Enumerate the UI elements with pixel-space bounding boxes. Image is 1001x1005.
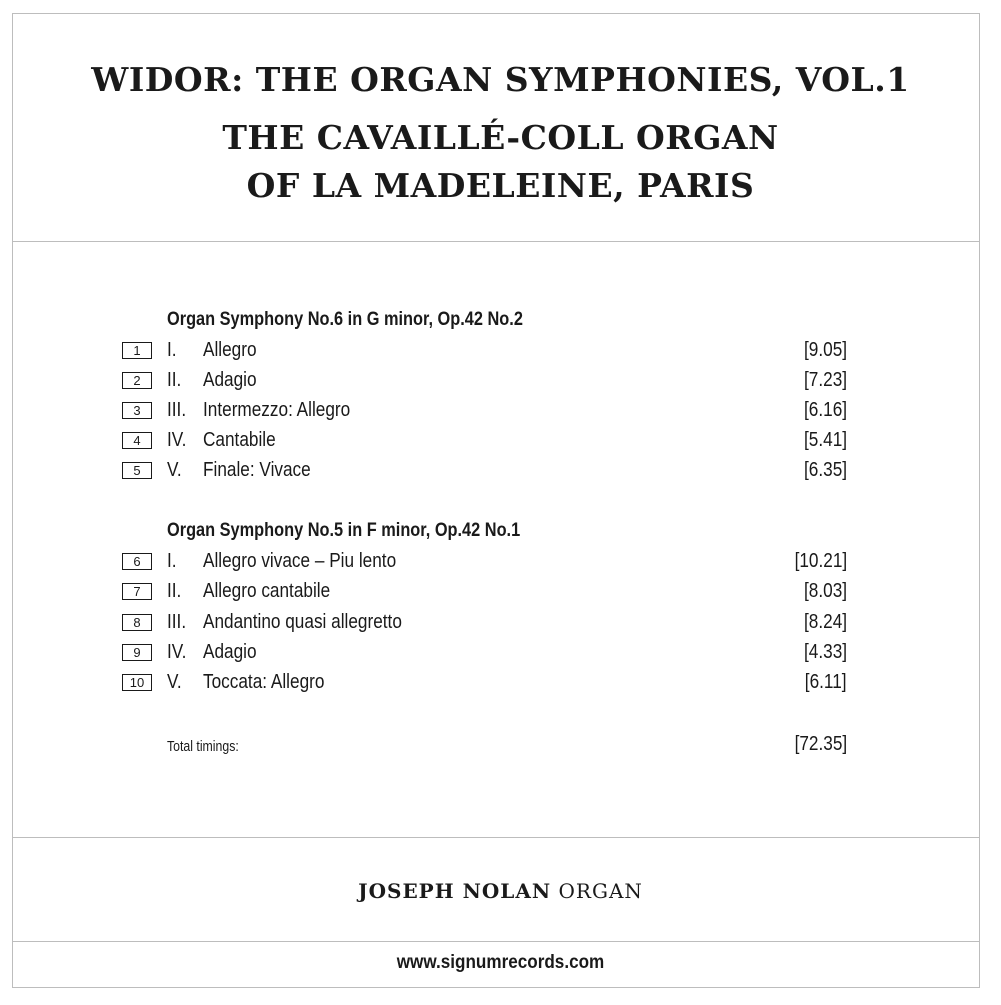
movement-numeral: III. xyxy=(167,399,187,421)
movement-title: Toccata: Allegro xyxy=(203,671,325,693)
movement-title: Adagio xyxy=(203,641,257,663)
movement-numeral: V. xyxy=(167,671,182,693)
movement-title: Allegro vivace – Piu lento xyxy=(203,550,397,572)
track-duration: [9.05] xyxy=(803,339,847,361)
movement-title: Allegro xyxy=(203,339,257,361)
movement-title: Intermezzo: Allegro xyxy=(203,399,351,421)
track-row xyxy=(0,671,1001,697)
movement-numeral: IV. xyxy=(167,641,187,663)
movement-numeral: II. xyxy=(167,580,182,602)
track-row xyxy=(0,580,1001,606)
work-title: Organ Symphony No.5 in F minor, Op.42 No.1 xyxy=(167,520,521,541)
track-row xyxy=(0,641,1001,667)
track-number: 10 xyxy=(122,674,152,691)
track-number: 5 xyxy=(122,462,152,479)
movement-numeral: V. xyxy=(167,459,182,481)
work-title: Organ Symphony No.6 in G minor, Op.42 No.2 xyxy=(167,309,523,330)
track-duration: [6.11] xyxy=(805,671,847,693)
movement-title: Finale: Vivace xyxy=(203,459,311,481)
track-row xyxy=(0,399,1001,425)
website-url: www.signumrecords.com xyxy=(396,952,605,973)
movement-title: Cantabile xyxy=(203,429,276,451)
title-line-3: OF LA MADELEINE, PARIS xyxy=(246,166,755,205)
track-duration: [6.16] xyxy=(803,399,847,421)
track-number: 9 xyxy=(122,644,152,661)
track-number: 2 xyxy=(122,372,152,389)
track-duration: [6.35] xyxy=(803,459,847,481)
track-duration: [8.03] xyxy=(803,580,847,602)
movement-title: Adagio xyxy=(203,369,257,391)
track-duration: [10.21] xyxy=(794,550,847,572)
track-row xyxy=(0,550,1001,576)
track-number: 4 xyxy=(122,432,152,449)
track-duration: [7.23] xyxy=(803,369,847,391)
title-line-1: WIDOR: THE ORGAN SYMPHONIES, VOL.1 xyxy=(91,60,910,99)
performer-role: ORGAN xyxy=(558,879,643,903)
track-duration: [5.41] xyxy=(803,429,847,451)
track-row xyxy=(0,369,1001,395)
performer-credit xyxy=(0,879,1001,903)
track-number: 1 xyxy=(122,342,152,359)
total-timings-label: Total timings: xyxy=(167,738,239,755)
track-number: 8 xyxy=(122,614,152,631)
movement-numeral: III. xyxy=(167,611,187,633)
total-timings-value: [72.35] xyxy=(794,733,847,755)
track-number: 6 xyxy=(122,553,152,570)
movement-numeral: I. xyxy=(167,339,177,361)
movement-numeral: IV. xyxy=(167,429,187,451)
track-row xyxy=(0,611,1001,637)
track-duration: [8.24] xyxy=(803,611,847,633)
track-duration: [4.33] xyxy=(803,641,847,663)
track-row xyxy=(0,429,1001,455)
performer-name: JOSEPH NOLAN xyxy=(358,879,552,903)
movement-title: Andantino quasi allegretto xyxy=(203,611,402,633)
track-row xyxy=(0,339,1001,365)
movement-numeral: I. xyxy=(167,550,177,572)
movement-title: Allegro cantabile xyxy=(203,580,331,602)
track-number: 7 xyxy=(122,583,152,600)
movement-numeral: II. xyxy=(167,369,182,391)
track-number: 3 xyxy=(122,402,152,419)
title-line-2: THE CAVAILLÉ-COLL ORGAN xyxy=(222,118,779,157)
track-row xyxy=(0,459,1001,485)
